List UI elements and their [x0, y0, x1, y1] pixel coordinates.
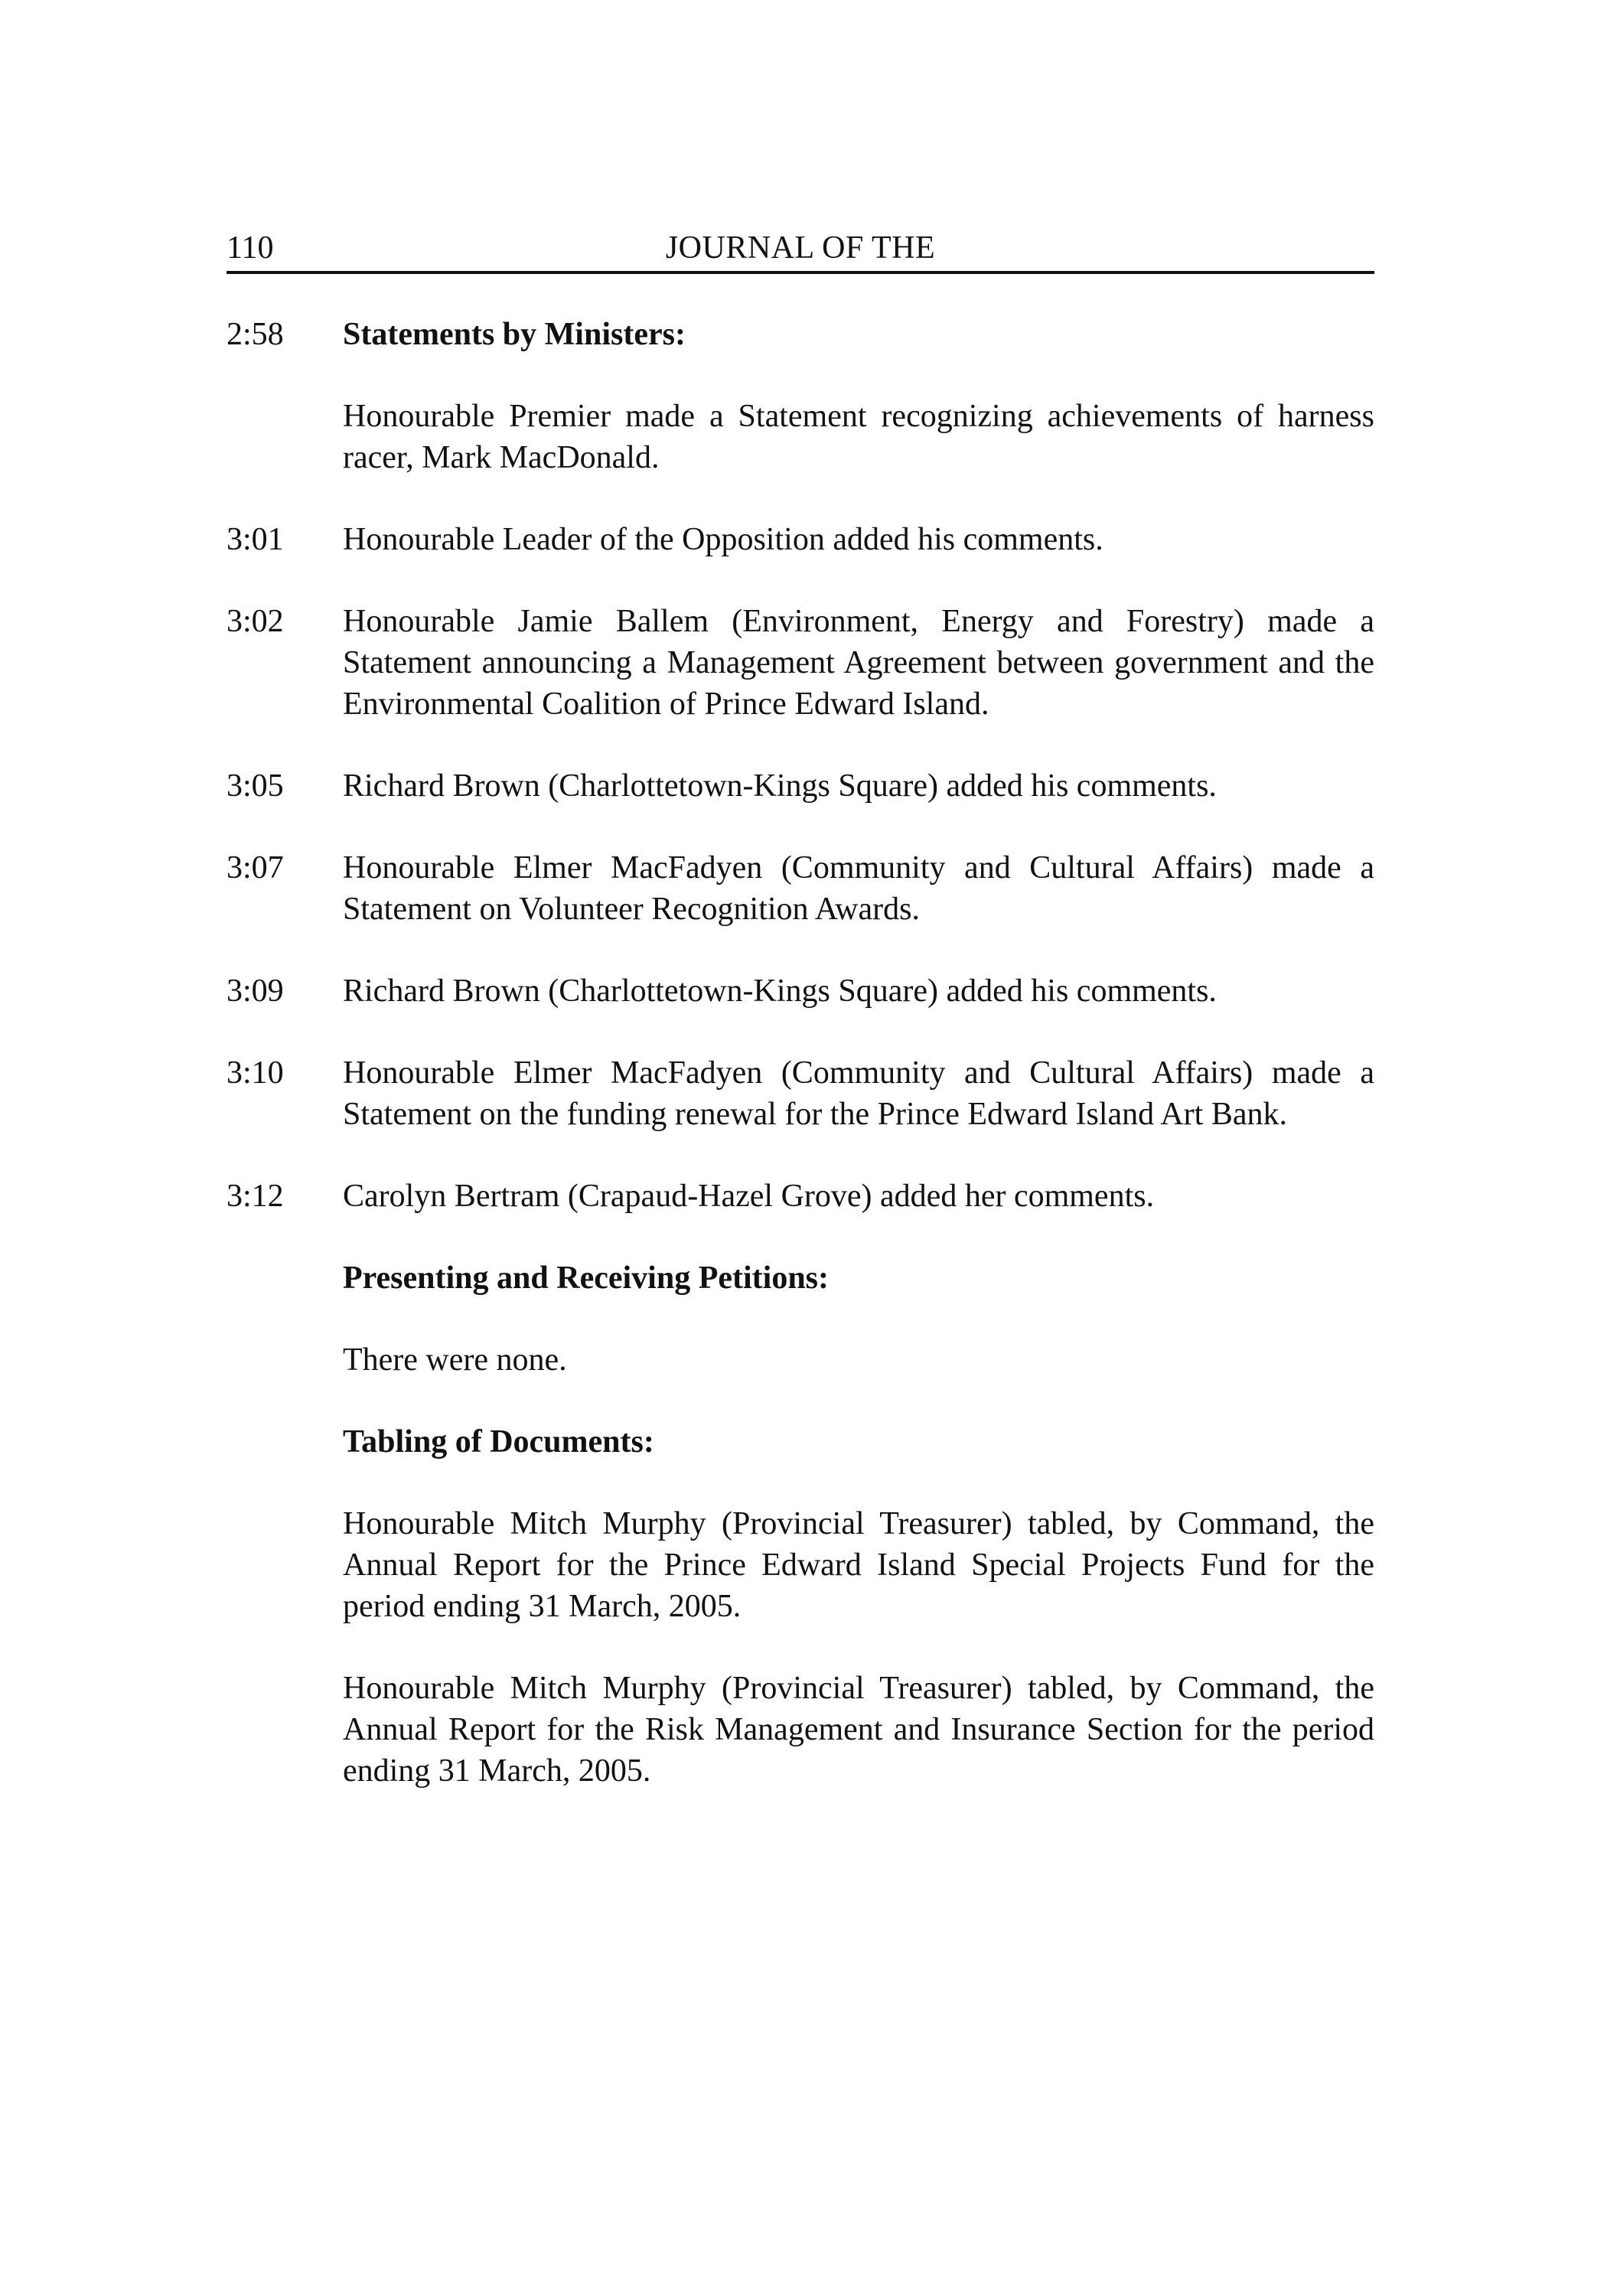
entry-text: Honourable Elmer MacFadyen (Community and Cultural Affairs) made a Statement on the funding renewal for the Prince Edward Island Art Bank. [343, 1055, 1374, 1132]
section-heading: Tabling of Documents: [343, 1424, 654, 1459]
entry-text: Honourable Mitch Murphy (Provincial Treasurer) tabled, by Command, the Annual Report for the Prince Edward Island Special Projects Fund for the period ending 31 March, 2005. [343, 1506, 1374, 1624]
entry-time: 3:02 [227, 604, 284, 639]
entry-text: Honourable Elmer MacFadyen (Community and Cultural Affairs) made a Statement on Volunteer Recognition Awards. [343, 850, 1374, 927]
entry-text: Honourable Leader of the Opposition added his comments. [343, 522, 1103, 557]
running-head: JOURNAL OF THE [665, 230, 936, 266]
page-number: 110 [227, 230, 274, 266]
entry-text: Honourable Jamie Ballem (Environment, Energy and Forestry) made a Statement announcing a Management Agreement between government and the Environmental Coalition of Prince Edward Island. [343, 604, 1374, 722]
entry-text: Richard Brown (Charlottetown-Kings Square) added his comments. [343, 768, 1217, 804]
entry-time: 3:07 [227, 850, 284, 885]
entry-time: 3:05 [227, 768, 284, 804]
journal-entry [227, 314, 1374, 355]
journal-entry [227, 519, 1374, 560]
section-heading: Presenting and Receiving Petitions: [343, 1261, 830, 1296]
entry-time: 3:01 [227, 522, 284, 557]
journal-entry [227, 1339, 1374, 1381]
journal-entry [227, 1052, 1374, 1135]
entry-text: Honourable Mitch Murphy (Provincial Treasurer) tabled, by Command, the Annual Report for the Risk Management and Insurance Section for the period ending 31 March, 2005. [343, 1671, 1374, 1789]
entry-text: Honourable Premier made a Statement recognizing achievements of harness racer, Mark MacDonald. [343, 399, 1374, 475]
entry-time: 3:12 [227, 1179, 284, 1214]
entry-time: 3:10 [227, 1055, 284, 1091]
journal-entry [227, 765, 1374, 807]
page-header [227, 228, 1374, 274]
journal-entry [227, 1668, 1374, 1792]
entry-time: 3:09 [227, 974, 284, 1009]
entry-time: 2:58 [227, 317, 284, 352]
journal-entry [227, 1503, 1374, 1627]
journal-entry [227, 601, 1374, 725]
section-heading: Statements by Ministers: [343, 317, 686, 352]
journal-entry [227, 396, 1374, 478]
journal-entry [227, 970, 1374, 1012]
journal-body [227, 314, 1374, 1832]
journal-entry [227, 847, 1374, 930]
journal-entry [227, 1176, 1374, 1217]
journal-entry [227, 1257, 1374, 1299]
entry-text: There were none. [343, 1342, 567, 1378]
entry-text: Carolyn Bertram (Crapaud-Hazel Grove) added her comments. [343, 1179, 1155, 1214]
entry-text: Richard Brown (Charlottetown-Kings Square) added his comments. [343, 974, 1217, 1009]
journal-entry [227, 1421, 1374, 1463]
